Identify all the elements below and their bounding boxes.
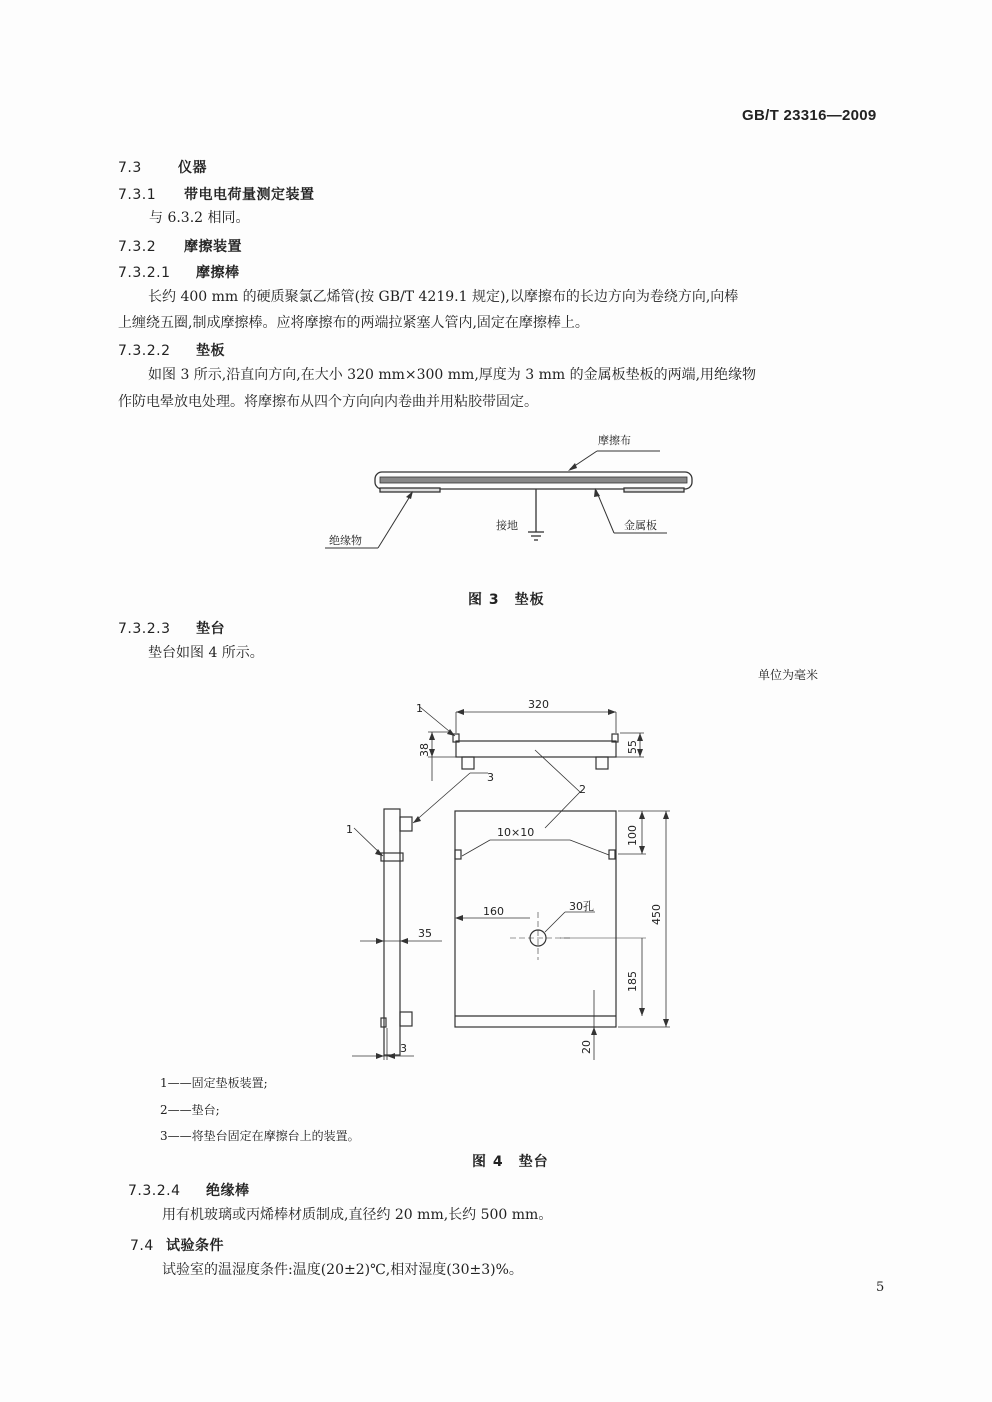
dim-100: 100 [626, 825, 639, 846]
heading-number: 7.4 [130, 1238, 154, 1254]
unit-note: 单位为毫米 [758, 668, 819, 682]
heading-number: 7.3.2.4 [128, 1183, 181, 1199]
side-view-foot-top [400, 817, 412, 831]
paragraph-7-3-2-2-line2: 作防电晕放电处理。将摩擦布从四个方向向内卷曲并用粘胶带固定。 [118, 394, 538, 410]
dim-38: 38 [418, 743, 431, 757]
paragraph-7-3-1: 与 6.3.2 相同。 [149, 210, 250, 226]
heading-number: 7.3.1 [118, 187, 157, 203]
leader-callout-2-top [535, 750, 580, 792]
dim-185: 185 [626, 971, 639, 992]
heading-number: 7.3.2 [118, 239, 157, 255]
heading-title: 试验条件 [166, 1238, 224, 1254]
figure-3-caption: 图 3 垫板 [468, 592, 545, 608]
callout-1-top: 1 [416, 702, 423, 715]
dim-hole: 30孔 [569, 900, 594, 913]
top-view-foot-right [596, 757, 608, 769]
paragraph-7-3-2-1-line1: 长约 400 mm 的硬质聚氯乙烯管(按 GB/T 4219.1 规定),以摩擦布的长边方向为卷绕方向,向棒 [148, 289, 739, 305]
heading-title: 摩擦棒 [196, 265, 240, 281]
heading-7-3-2-4 [128, 1180, 250, 1200]
label-cloth: 摩擦布 [598, 434, 631, 447]
heading-number: 7.3.2.1 [118, 265, 171, 281]
legend-item-3: 3——将垫台固定在摩擦台上的装置。 [160, 1129, 360, 1143]
label-ground: 接地 [496, 519, 518, 532]
paragraph-7-3-2-3: 垫台如图 4 所示。 [148, 645, 264, 661]
callout-1-side: 1 [346, 823, 353, 836]
dim-320: 320 [528, 698, 549, 711]
heading-title: 摩擦装置 [184, 239, 242, 255]
callout-3: 3 [487, 771, 494, 784]
heading-title: 带电电荷量测定装置 [184, 187, 315, 203]
leader-callout-2-front [545, 792, 580, 828]
page-number: 5 [876, 1280, 885, 1295]
leader-callout-3 [413, 773, 470, 823]
figure-4-caption: 图 4 垫台 [472, 1154, 549, 1170]
heading-title: 绝缘棒 [206, 1183, 250, 1199]
paragraph-7-3-2-2-line1: 如图 3 所示,沿直向方向,在大小 320 mm×300 mm,厚度为 3 mm 的金属板垫板的两端,用绝缘物 [148, 367, 757, 383]
top-view-body [456, 741, 616, 757]
dim-35: 35 [418, 927, 432, 940]
callout-2: 2 [579, 783, 586, 796]
dim-20: 20 [580, 1040, 593, 1054]
heading-7-4 [130, 1235, 224, 1255]
label-insulator: 绝缘物 [329, 534, 362, 547]
square-10x10-right [609, 850, 615, 859]
dim-10x10: 10×10 [497, 826, 535, 839]
dim-55: 55 [626, 740, 639, 754]
paragraph-7-4: 试验室的温湿度条件:温度(20±2)℃,相对湿度(30±3)%。 [162, 1262, 523, 1278]
leader-10x10-right [570, 840, 609, 855]
leader-10x10-left [462, 840, 490, 856]
paragraph-7-3-2-4: 用有机玻璃或丙烯棒材质制成,直径约 20 mm,长约 500 mm。 [162, 1207, 553, 1223]
heading-number: 7.3.2.2 [118, 343, 171, 359]
side-view-foot-bottom [400, 1012, 412, 1026]
standard-number: GB/T 23316—2009 [742, 107, 877, 124]
dim-450: 450 [650, 904, 663, 925]
square-10x10-left [455, 850, 461, 859]
heading-title: 垫台 [196, 621, 225, 637]
label-metal-plate: 金属板 [624, 519, 657, 532]
legend-item-1: 1——固定垫板装置; [160, 1076, 268, 1090]
heading-number: 7.3.2.3 [118, 621, 171, 637]
top-view-foot-left [462, 757, 474, 769]
heading-title: 仪器 [178, 160, 207, 176]
paragraph-7-3-2-1-line2: 上缠绕五圈,制成摩擦棒。应将摩擦布的两端拉紧塞人管内,固定在摩擦棒上。 [118, 315, 589, 331]
heading-title: 垫板 [196, 343, 225, 359]
leader-hole [545, 912, 565, 932]
heading-number: 7.3 [118, 160, 142, 176]
front-view-body [455, 811, 616, 1027]
dim-3: 3 [400, 1042, 407, 1055]
dim-160: 160 [483, 905, 504, 918]
legend-item-2: 2——垫台; [160, 1103, 220, 1117]
